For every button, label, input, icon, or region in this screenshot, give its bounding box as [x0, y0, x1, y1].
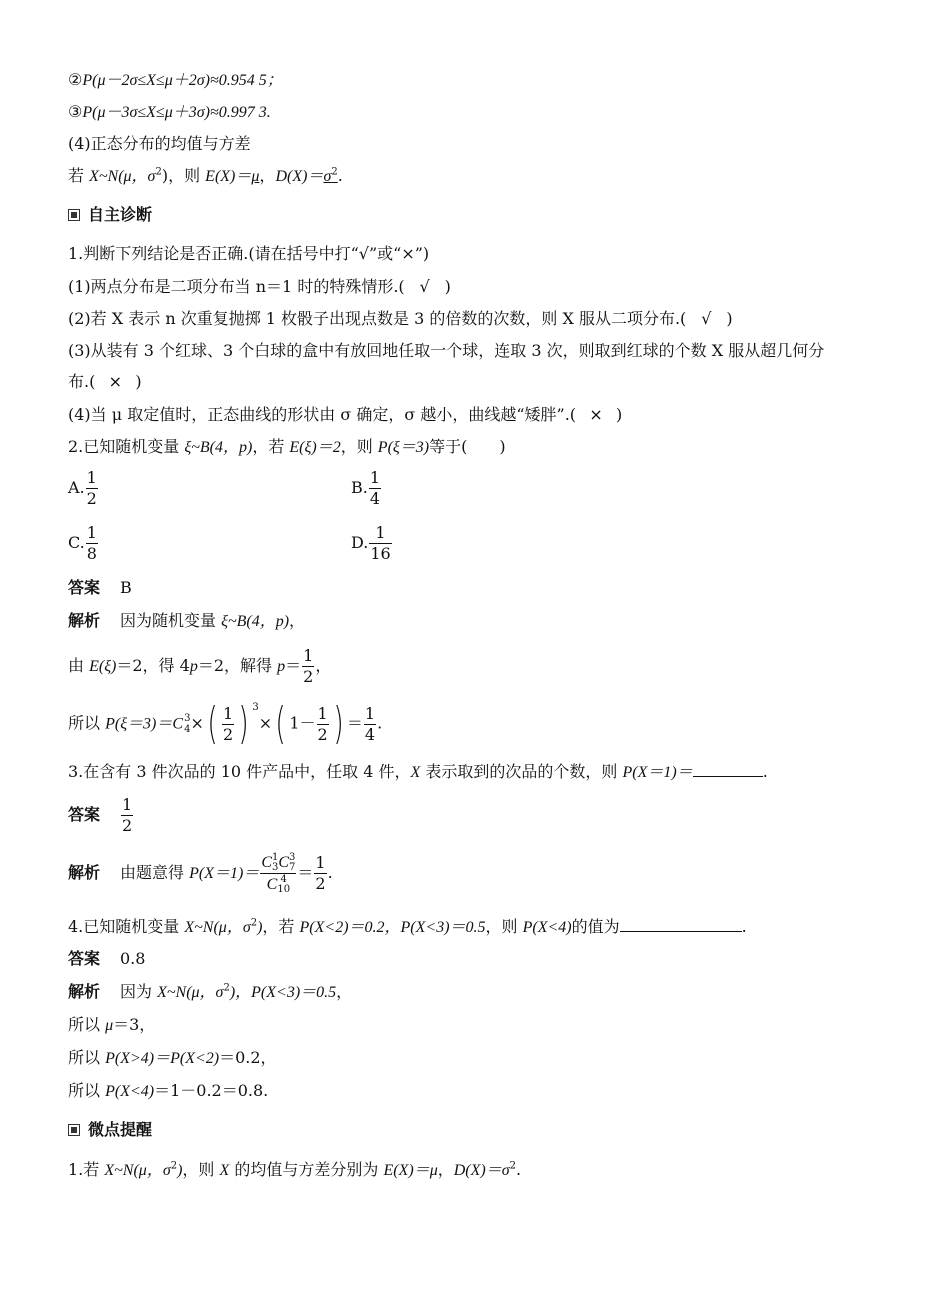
q4-analysis-3	[68, 1048, 277, 1069]
formula: P(ξ＝3)	[377, 439, 430, 456]
formula: ξ~B(4，p)	[184, 439, 253, 456]
times-sign: ×	[258, 713, 273, 733]
text: .	[762, 762, 768, 781]
analysis-label: 解析	[68, 863, 101, 882]
text: ＝0.2，	[219, 1048, 277, 1067]
property-line-3	[68, 102, 271, 123]
variable: p	[277, 658, 286, 675]
text: 4.已知随机变量	[68, 917, 185, 936]
underlined-answer: σ	[323, 168, 332, 185]
answer-fraction	[121, 795, 133, 836]
right-paren-icon: )	[333, 698, 344, 749]
formula: P(X＝1)＝	[622, 764, 693, 781]
denominator: 2	[315, 874, 326, 893]
text: 等于( )	[429, 437, 506, 456]
q1-statement-2	[68, 309, 733, 329]
text: .	[377, 713, 383, 733]
denominator: 2	[317, 724, 328, 744]
circled-2: ②	[68, 70, 83, 89]
superscript: 2	[223, 982, 230, 994]
fraction	[302, 646, 314, 687]
check-mark: √	[701, 309, 712, 328]
answer-label: 答案	[68, 578, 101, 597]
text: ＝	[346, 713, 363, 733]
q1-statement-1	[68, 277, 451, 297]
variable: X	[410, 764, 421, 781]
numerator: 1	[122, 795, 133, 814]
q2-answer	[68, 578, 132, 598]
q4-analysis-4	[68, 1081, 268, 1102]
answer-label: 答案	[68, 949, 101, 968]
denominator: 2	[223, 724, 234, 744]
section-heading-self-check	[68, 205, 152, 225]
section-heading-tips	[68, 1120, 152, 1140]
text: 2.已知随机变量	[68, 437, 185, 456]
analysis-label: 解析	[68, 611, 101, 630]
superscript: 4	[280, 873, 287, 885]
q2-analysis-2	[68, 646, 331, 687]
text: ＝2，得 4	[116, 656, 190, 675]
denominator: 2	[86, 489, 97, 508]
text: ，若	[252, 437, 290, 456]
numerator: 1	[317, 703, 328, 723]
variable: p	[189, 658, 198, 675]
text: ，	[259, 166, 276, 185]
q2-analysis-3	[68, 698, 383, 749]
q1-stem: 1.判断下列结论是否正确.(请在括号中打“√”或“×”)	[68, 244, 430, 263]
statement-text: (4)当 μ 取定值时，正态曲线的形状由 σ 确定，σ 越小，曲线越“矮胖”.(	[68, 405, 577, 424]
denominator: 4	[364, 724, 376, 744]
q1-statement-3-cont	[68, 372, 142, 392]
formula: D(X)＝	[275, 168, 324, 185]
q2-stem	[68, 437, 506, 458]
text: ，	[437, 1160, 454, 1179]
right-paren-icon: )	[238, 698, 249, 749]
heading-mean-variance: (4)正态分布的均值与方差	[68, 134, 251, 153]
text: .	[516, 1160, 522, 1179]
text: ，则	[182, 1160, 220, 1179]
text: 由题意得	[120, 863, 190, 882]
denominator: 4	[369, 489, 381, 508]
formula: P(ξ＝3)＝	[105, 715, 173, 733]
fraction	[222, 704, 234, 745]
text: 由	[68, 656, 90, 675]
combination-symbol: C	[278, 854, 290, 871]
circled-3: ③	[68, 102, 83, 121]
paren: )	[726, 309, 733, 328]
superscript: 3	[289, 851, 296, 863]
formula: E(X)＝μ	[383, 1162, 438, 1179]
variable: X	[219, 1162, 230, 1179]
formula: )	[177, 1162, 183, 1179]
q3-answer	[68, 795, 134, 836]
answer-label: 答案	[68, 805, 101, 824]
left-paren-icon: (	[207, 698, 218, 749]
text: ＝3，	[113, 1015, 156, 1034]
formula: E(ξ)＝2	[289, 439, 341, 456]
fraction	[364, 704, 376, 745]
underlined-answer: μ	[251, 168, 260, 185]
analysis-label: 解析	[68, 982, 101, 1001]
q3-analysis	[68, 852, 333, 895]
formula: P(X<2)＝0.2，P(X<3)＝0.5	[299, 919, 486, 936]
formula: X~N(μ，σ	[184, 919, 251, 936]
formula: X~N(μ，σ	[89, 168, 156, 185]
fraction	[317, 704, 329, 745]
left-paren-icon: (	[275, 698, 286, 749]
paren: )	[135, 372, 142, 391]
answer-blank[interactable]	[693, 762, 763, 777]
text: .	[741, 917, 747, 936]
paren: )	[444, 277, 451, 296]
subscript: 4	[184, 724, 191, 735]
fraction	[369, 468, 381, 509]
q3-stem	[68, 762, 768, 783]
paren: )	[616, 405, 623, 424]
text: .	[337, 166, 343, 185]
denominator: 8	[86, 544, 97, 563]
text: ，则	[340, 437, 378, 456]
formula: E(ξ)	[89, 658, 117, 675]
text: .	[327, 863, 333, 882]
text: 因为	[120, 982, 158, 1001]
formula: P(X＝1)＝	[189, 865, 260, 882]
numerator: 1	[303, 646, 314, 665]
text: ，若	[262, 917, 300, 936]
numerator: 1	[369, 468, 381, 487]
text: ，则	[485, 917, 523, 936]
subscript: 7	[289, 861, 296, 873]
statement-text: (1)两点分布是二项分布当 n＝1 时的特殊情形.(	[68, 277, 405, 296]
q2-option-d	[351, 523, 393, 564]
text: 表示取到的次品的个数，则	[420, 762, 623, 781]
q4-stem	[68, 917, 747, 938]
square-bullet-icon	[68, 1124, 80, 1136]
denominator: 2	[122, 816, 133, 835]
answer-value: 0.8	[120, 949, 146, 968]
times-sign: ×	[190, 713, 204, 733]
text: 所以	[68, 1048, 106, 1067]
combination-symbol: C	[266, 876, 278, 893]
numerator	[260, 852, 296, 874]
superscript: 2	[155, 166, 162, 178]
text: 所以	[68, 713, 106, 733]
formula: P(μ－2σ≤X≤μ＋2σ)≈0.954 5；	[82, 72, 283, 89]
q2-option-b	[351, 468, 382, 509]
formula: D(X)＝σ	[453, 1162, 510, 1179]
text: 所以	[68, 1015, 106, 1034]
combination-fraction	[260, 852, 296, 895]
text: ，	[336, 982, 353, 1001]
text: )，则	[161, 166, 206, 185]
text: ，	[315, 656, 332, 675]
cross-mark: ×	[108, 372, 123, 391]
section-title: 自主诊断	[88, 205, 153, 224]
combination-symbol: C	[172, 715, 184, 733]
numerator: 1	[369, 523, 391, 544]
tip-1	[68, 1160, 521, 1181]
fraction	[314, 853, 326, 894]
formula: ξ~B(4，p)	[221, 613, 290, 630]
numerator: 1	[364, 703, 376, 723]
text: 1.若	[68, 1160, 105, 1179]
fraction	[86, 523, 98, 564]
formula: P(X<4)	[522, 919, 572, 936]
answer-value: B	[120, 578, 132, 597]
superscript: 2	[250, 917, 258, 929]
text: 3.在含有 3 件次品的 10 件产品中，任取 4 件，	[68, 762, 411, 781]
option-label: C.	[68, 533, 85, 552]
q4-answer	[68, 949, 145, 969]
superscript: 2	[170, 1160, 178, 1172]
numerator: 1	[86, 523, 97, 542]
subscript: 3	[271, 861, 279, 873]
text: 的均值与方差分别为	[229, 1160, 384, 1179]
answer-blank[interactable]	[620, 917, 742, 932]
property-line-2	[68, 70, 283, 91]
text: ，	[289, 611, 306, 630]
text: ＝2，解得	[197, 656, 278, 675]
section-title: 微点提醒	[88, 1120, 153, 1139]
q2-analysis-1	[68, 611, 305, 632]
option-label: D.	[351, 533, 369, 552]
statement-text: 布.(	[68, 372, 96, 391]
text: ＝	[297, 863, 314, 882]
fraction	[369, 523, 391, 564]
formula: X~N(μ，σ	[157, 984, 224, 1001]
formula: )，P(X<3)＝0.5	[229, 984, 337, 1001]
formula: )	[257, 919, 263, 936]
q2-option-c	[68, 523, 99, 564]
numerator: 1	[86, 468, 97, 487]
superscript: 2	[331, 166, 338, 178]
check-mark: √	[419, 277, 430, 296]
exponent: 3	[252, 702, 259, 714]
mean-variance-line	[68, 166, 343, 187]
superscript: 3	[184, 713, 191, 724]
q1-statement-3: (3)从装有 3 个红球、3 个白球的盒中有放回地任取一个球，连取 3 次，则取到红球的个数 X 服从超几何分	[68, 341, 825, 360]
option-label: A.	[68, 478, 85, 497]
superscript: 1	[271, 851, 279, 863]
q2-option-a	[68, 468, 99, 509]
variable: μ	[105, 1017, 114, 1034]
formula: P(X>4)＝P(X<2)	[105, 1050, 220, 1067]
text: 若	[68, 166, 90, 185]
numerator: 1	[315, 853, 326, 872]
combination-symbol: C	[261, 854, 272, 871]
superscript: 2	[509, 1160, 517, 1172]
text: 因为随机变量	[120, 611, 222, 630]
denominator: 16	[370, 544, 391, 563]
formula: P(μ－3σ≤X≤μ＋3σ)≈0.997 3.	[82, 104, 271, 121]
subscript: 10	[277, 883, 291, 895]
denominator: 2	[303, 667, 314, 686]
q4-analysis-2	[68, 1015, 155, 1036]
statement-text: (2)若 X 表示 n 次重复抛掷 1 枚骰子出现点数是 3 的倍数的次数，则 X 服从二项分布.(	[68, 309, 687, 328]
text: ＝1－0.2＝0.8.	[154, 1081, 269, 1100]
text: ＝	[285, 656, 302, 675]
formula: E(X)＝	[205, 168, 252, 185]
text: 1－	[289, 713, 316, 733]
text: 的值为	[571, 917, 620, 936]
fraction	[86, 468, 98, 509]
denominator	[260, 874, 296, 895]
square-bullet-icon	[68, 209, 80, 221]
text: 所以	[68, 1081, 106, 1100]
formula: P(X<4)	[105, 1083, 155, 1100]
option-label: B.	[351, 478, 368, 497]
numerator: 1	[223, 703, 234, 723]
q4-analysis-1	[68, 982, 352, 1003]
formula: X~N(μ，σ	[104, 1162, 171, 1179]
cross-mark: ×	[589, 405, 603, 424]
q1-statement-4	[68, 405, 622, 425]
